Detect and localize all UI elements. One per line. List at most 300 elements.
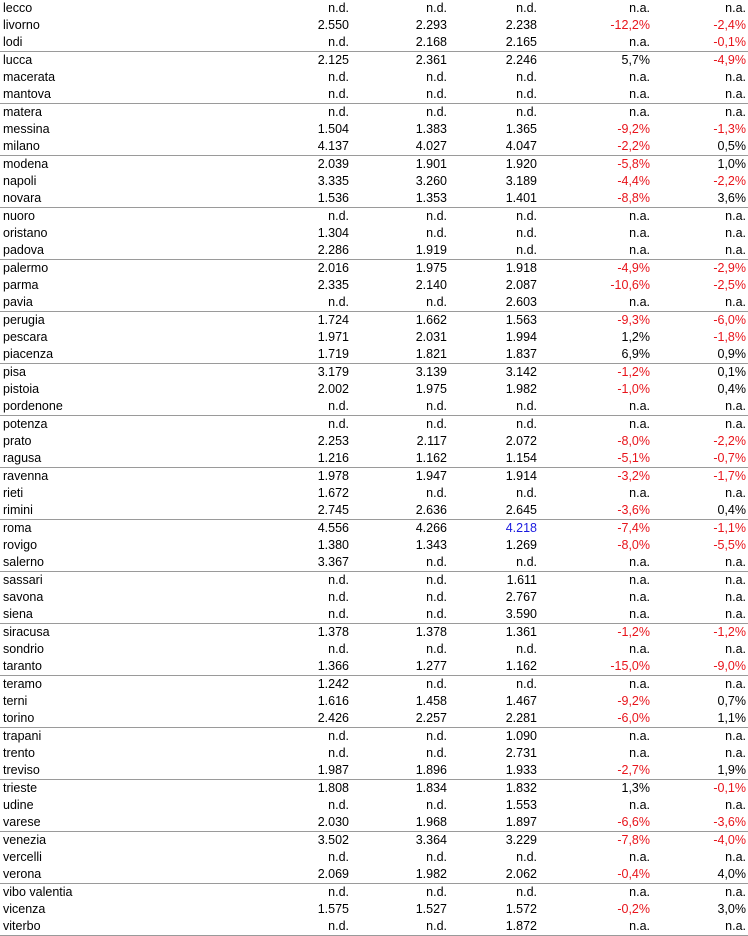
value-cell: n.d. <box>426 729 447 743</box>
value-cell: 2.731 <box>505 746 537 760</box>
city-name-cell: pordenone <box>0 398 256 416</box>
city-name-cell: oristano <box>3 226 48 240</box>
value-cell: n.d. <box>328 417 349 431</box>
value-cell: 1.380 <box>317 538 349 552</box>
value-cell: -2,9% <box>713 261 746 275</box>
value-cell: -6,0% <box>713 313 746 327</box>
value-cell: 0,5% <box>652 138 748 156</box>
value-cell: -8,8% <box>539 190 652 208</box>
value-cell: n.a. <box>539 398 652 416</box>
value-cell: n.d. <box>256 918 351 936</box>
value-cell: 3.189 <box>505 174 537 188</box>
value-cell: 1.611 <box>506 573 537 587</box>
city-name-cell: napoli <box>3 174 37 188</box>
value-cell: 1.467 <box>505 694 537 708</box>
value-cell: 1.897 <box>449 814 539 832</box>
city-name-cell: roma <box>3 521 32 535</box>
city-name-cell: rovigo <box>3 538 38 552</box>
value-cell: -6,6% <box>539 814 652 832</box>
value-cell: 2.257 <box>351 710 449 728</box>
value-cell: n.d. <box>328 798 349 812</box>
value-cell: 1.401 <box>449 190 539 208</box>
value-cell: 1.366 <box>256 658 351 676</box>
city-name-cell: siracusa <box>3 625 50 639</box>
value-cell: n.a. <box>629 105 650 119</box>
value-cell: n.a. <box>629 590 650 604</box>
value-cell: n.a. <box>652 554 748 572</box>
value-cell: n.d. <box>426 486 447 500</box>
value-cell: -1,8% <box>713 330 746 344</box>
value-cell: 1.982 <box>505 382 537 396</box>
city-name-cell: rieti <box>3 486 24 500</box>
value-cell: -2,2% <box>539 138 652 156</box>
value-cell: n.d. <box>328 850 349 864</box>
value-cell: n.d. <box>328 729 349 743</box>
value-cell: 1.662 <box>415 313 447 327</box>
value-cell: -1,2% <box>617 365 650 379</box>
value-cell: n.d. <box>256 398 351 416</box>
value-cell: n.d. <box>351 398 449 416</box>
value-cell: -0,2% <box>617 902 650 916</box>
value-cell: 2.745 <box>256 502 351 520</box>
value-cell: -2,2% <box>713 434 746 448</box>
value-cell: 1.162 <box>449 658 539 676</box>
city-name-cell: lodi <box>0 34 256 52</box>
table-row <box>0 138 748 156</box>
value-cell: n.a. <box>725 746 746 760</box>
table-row <box>0 641 748 658</box>
value-cell: 2.246 <box>505 53 537 67</box>
city-name-cell: salerno <box>0 554 256 572</box>
value-cell: 3.367 <box>256 554 351 572</box>
table-row <box>0 866 748 884</box>
table-row <box>0 502 748 520</box>
value-cell: n.d. <box>516 226 537 240</box>
value-cell: -4,0% <box>713 833 746 847</box>
table-row <box>0 433 748 450</box>
value-cell: n.d. <box>328 209 349 223</box>
table-row <box>0 312 748 330</box>
table-row <box>0 606 748 624</box>
value-cell: -10,6% <box>610 278 650 292</box>
table-row <box>0 676 748 694</box>
value-cell: 0,7% <box>717 694 746 708</box>
value-cell: n.a. <box>629 850 650 864</box>
value-cell: 0,4% <box>652 502 748 520</box>
value-cell: -2,2% <box>713 174 746 188</box>
value-cell: 3.590 <box>449 606 539 624</box>
value-cell: 1.378 <box>317 625 349 639</box>
value-cell: -1,1% <box>713 521 746 535</box>
city-name-cell: varese <box>0 814 256 832</box>
value-cell: 1.269 <box>505 538 537 552</box>
city-name-cell: teramo <box>3 677 42 691</box>
value-cell: 0,4% <box>717 382 746 396</box>
table-row <box>0 69 748 86</box>
value-cell: 3.142 <box>505 365 537 379</box>
table-row <box>0 745 748 762</box>
table-row <box>0 918 748 936</box>
value-cell: 2.281 <box>449 710 539 728</box>
table-row <box>0 104 748 122</box>
value-cell: 1.872 <box>449 918 539 936</box>
value-cell: 0,9% <box>652 346 748 364</box>
value-cell: 1.572 <box>505 902 537 916</box>
value-cell: n.a. <box>629 798 650 812</box>
city-name-cell: parma <box>3 278 39 292</box>
value-cell: -7,8% <box>617 833 650 847</box>
value-cell: n.a. <box>725 885 746 899</box>
value-cell: n.a. <box>629 486 650 500</box>
value-cell: n.a. <box>629 417 650 431</box>
value-cell: 0,1% <box>717 365 746 379</box>
value-cell: -1,2% <box>713 625 746 639</box>
value-cell: -9,2% <box>617 122 650 136</box>
value-cell: 1.353 <box>351 190 449 208</box>
city-name-cell: padova <box>0 242 256 260</box>
value-cell: n.d. <box>426 573 447 587</box>
value-cell: 1.919 <box>351 242 449 260</box>
value-cell: 2.426 <box>256 710 351 728</box>
value-cell: 2.062 <box>449 866 539 884</box>
value-cell: 1.361 <box>505 625 537 639</box>
value-cell: n.a. <box>629 1 650 15</box>
city-name-cell: lecco <box>3 1 33 15</box>
value-cell: n.d. <box>256 294 351 312</box>
table-row <box>0 814 748 832</box>
value-cell: n.d. <box>426 105 447 119</box>
value-cell: n.a. <box>629 677 650 691</box>
city-name-cell: messina <box>3 122 50 136</box>
value-cell: n.a. <box>652 398 748 416</box>
value-cell: 1,9% <box>652 762 748 780</box>
value-cell: n.d. <box>516 1 537 15</box>
value-cell: -3,6% <box>539 502 652 520</box>
value-cell: n.d. <box>256 606 351 624</box>
value-cell: n.d. <box>256 34 351 52</box>
value-cell: n.d. <box>426 885 447 899</box>
value-cell: n.a. <box>725 1 746 15</box>
value-cell: 1.162 <box>351 450 449 468</box>
table-row <box>0 381 748 398</box>
value-cell: n.a. <box>629 885 650 899</box>
value-cell: n.d. <box>328 105 349 119</box>
value-cell: -9,3% <box>617 313 650 327</box>
value-cell: n.a. <box>539 918 652 936</box>
value-cell: n.d. <box>426 590 447 604</box>
value-cell: n.a. <box>539 86 652 104</box>
value-cell: n.a. <box>725 486 746 500</box>
value-cell: 2.238 <box>505 18 537 32</box>
value-cell: n.a. <box>725 209 746 223</box>
table-row <box>0 329 748 346</box>
value-cell: n.a. <box>629 209 650 223</box>
value-cell: 2.636 <box>351 502 449 520</box>
table-row <box>0 225 748 242</box>
city-name-cell: pistoia <box>3 382 40 396</box>
table-row <box>0 121 748 138</box>
city-name-cell: livorno <box>3 18 40 32</box>
value-cell: n.d. <box>328 590 349 604</box>
value-cell: 1.536 <box>256 190 351 208</box>
value-cell: 4.047 <box>449 138 539 156</box>
value-cell: n.d. <box>516 642 537 656</box>
value-cell: n.d. <box>426 746 447 760</box>
table-row <box>0 693 748 710</box>
value-cell: 2.069 <box>256 866 351 884</box>
table-row <box>0 849 748 866</box>
value-cell: 1.553 <box>505 798 537 812</box>
value-cell: 4,0% <box>652 866 748 884</box>
table-row <box>0 728 748 746</box>
table-row <box>0 0 748 17</box>
value-cell: n.a. <box>629 746 650 760</box>
city-name-cell: potenza <box>3 417 48 431</box>
city-name-cell: viterbo <box>0 918 256 936</box>
value-cell: 1.154 <box>449 450 539 468</box>
table-row <box>0 277 748 294</box>
city-name-cell: trapani <box>3 729 42 743</box>
value-cell: n.a. <box>629 226 650 240</box>
value-cell: -3,6% <box>652 814 748 832</box>
table-row <box>0 34 748 52</box>
table-row <box>0 190 748 208</box>
value-cell: 1.504 <box>317 122 349 136</box>
table-row <box>0 537 748 554</box>
value-cell: -12,2% <box>610 18 650 32</box>
city-name-cell: torino <box>0 710 256 728</box>
city-name-cell: macerata <box>3 70 56 84</box>
value-cell: n.d. <box>426 70 447 84</box>
value-cell: -8,0% <box>617 538 650 552</box>
value-cell: n.a. <box>539 554 652 572</box>
value-cell: 2.016 <box>317 261 349 275</box>
value-cell: n.a. <box>725 729 746 743</box>
value-cell: 2.031 <box>415 330 447 344</box>
table-row <box>0 554 748 572</box>
value-cell: 1.277 <box>351 658 449 676</box>
value-cell: 3.364 <box>415 833 447 847</box>
value-cell: 1.343 <box>415 538 447 552</box>
table-row <box>0 86 748 104</box>
value-cell: n.d. <box>449 86 539 104</box>
value-cell: -1,0% <box>617 382 650 396</box>
value-cell: n.a. <box>725 798 746 812</box>
city-name-cell: prato <box>3 434 32 448</box>
value-cell: n.a. <box>629 642 650 656</box>
value-cell: -4,9% <box>617 261 650 275</box>
value-cell: n.a. <box>725 642 746 656</box>
value-cell: 1.918 <box>505 261 537 275</box>
value-cell: -1,3% <box>713 122 746 136</box>
value-cell: 2.030 <box>256 814 351 832</box>
value-cell: 3.229 <box>505 833 537 847</box>
value-cell: n.d. <box>426 1 447 15</box>
table-row <box>0 173 748 190</box>
value-cell: 3.179 <box>317 365 349 379</box>
value-cell: 1.216 <box>256 450 351 468</box>
value-cell: 1.563 <box>505 313 537 327</box>
value-cell: 1.978 <box>317 469 349 483</box>
table-row <box>0 346 748 364</box>
table-row <box>0 398 748 416</box>
table-row <box>0 52 748 70</box>
value-cell: 1.719 <box>256 346 351 364</box>
value-cell: n.d. <box>351 606 449 624</box>
table-row <box>0 520 748 538</box>
value-cell: n.d. <box>449 242 539 260</box>
table-row <box>0 364 748 382</box>
value-cell: n.a. <box>539 294 652 312</box>
table-row <box>0 468 748 486</box>
value-cell: 3,6% <box>652 190 748 208</box>
value-cell: n.a. <box>725 70 746 84</box>
value-cell: n.d. <box>256 86 351 104</box>
value-cell: 1,2% <box>621 330 650 344</box>
city-name-cell: ragusa <box>0 450 256 468</box>
table-row <box>0 832 748 850</box>
value-cell: -0,1% <box>713 781 746 795</box>
value-cell: 4.218 <box>505 521 537 535</box>
value-cell: n.a. <box>725 573 746 587</box>
value-cell: n.d. <box>426 798 447 812</box>
table-row <box>0 780 748 798</box>
value-cell: 1.242 <box>317 677 349 691</box>
value-cell: n.d. <box>351 86 449 104</box>
city-name-cell: verona <box>0 866 256 884</box>
value-cell: 1.975 <box>415 382 447 396</box>
value-cell: -2,5% <box>713 278 746 292</box>
city-name-cell: trento <box>3 746 35 760</box>
city-name-cell: terni <box>3 694 28 708</box>
value-cell: n.a. <box>725 226 746 240</box>
value-cell: 3,0% <box>717 902 746 916</box>
value-cell: n.d. <box>426 677 447 691</box>
value-cell: n.a. <box>539 34 652 52</box>
value-cell: n.a. <box>629 573 650 587</box>
city-name-cell: lucca <box>3 53 33 67</box>
city-name-cell: vercelli <box>3 850 42 864</box>
value-cell: 1,3% <box>621 781 650 795</box>
value-cell: 1.527 <box>415 902 447 916</box>
value-cell: -4,9% <box>713 53 746 67</box>
value-cell: n.d. <box>516 209 537 223</box>
value-cell: -1,7% <box>713 469 746 483</box>
city-name-cell: milano <box>0 138 256 156</box>
value-cell: 1.975 <box>415 261 447 275</box>
value-cell: -6,0% <box>539 710 652 728</box>
value-cell: n.d. <box>328 70 349 84</box>
city-name-cell: vicenza <box>3 902 46 916</box>
value-cell: 2.253 <box>317 434 349 448</box>
value-cell: 2.361 <box>415 53 447 67</box>
value-cell: n.d. <box>426 642 447 656</box>
value-cell: 2.087 <box>505 278 537 292</box>
value-cell: 1.896 <box>351 762 449 780</box>
value-cell: 1.901 <box>415 157 447 171</box>
value-cell: 2.550 <box>317 18 349 32</box>
value-cell: 1.724 <box>317 313 349 327</box>
city-name-cell: vibo valentia <box>3 885 73 899</box>
value-cell: 1.821 <box>351 346 449 364</box>
value-cell: -5,8% <box>617 157 650 171</box>
value-cell: 1.090 <box>505 729 537 743</box>
value-cell: n.d. <box>426 417 447 431</box>
city-name-cell: novara <box>0 190 256 208</box>
value-cell: 2.293 <box>415 18 447 32</box>
value-cell: 1.968 <box>351 814 449 832</box>
value-cell: 1.365 <box>505 122 537 136</box>
city-name-cell: sondrio <box>3 642 44 656</box>
value-cell: -2,4% <box>713 18 746 32</box>
value-cell: n.a. <box>652 606 748 624</box>
city-name-cell: udine <box>3 798 34 812</box>
table-row <box>0 485 748 502</box>
value-cell: 1.914 <box>505 469 537 483</box>
city-name-cell: venezia <box>3 833 47 847</box>
value-cell: n.d. <box>328 746 349 760</box>
value-cell: n.a. <box>629 729 650 743</box>
value-cell: 1.575 <box>317 902 349 916</box>
table-row <box>0 589 748 606</box>
value-cell: 1.987 <box>256 762 351 780</box>
table-row <box>0 208 748 226</box>
table-row <box>0 242 748 260</box>
value-cell: 2.002 <box>317 382 349 396</box>
value-cell: -0,4% <box>539 866 652 884</box>
value-cell: 3.139 <box>415 365 447 379</box>
value-cell: 2.039 <box>317 157 349 171</box>
value-cell: -2,7% <box>539 762 652 780</box>
table-row <box>0 294 748 312</box>
value-cell: 3.260 <box>415 174 447 188</box>
value-cell: 1.982 <box>351 866 449 884</box>
value-cell: 2.125 <box>317 53 349 67</box>
city-name-cell: sassari <box>3 573 43 587</box>
value-cell: n.d. <box>426 209 447 223</box>
value-cell: -1,2% <box>617 625 650 639</box>
value-cell: -4,4% <box>617 174 650 188</box>
city-name-cell: piacenza <box>0 346 256 364</box>
value-cell: 6,9% <box>539 346 652 364</box>
value-cell: n.a. <box>725 850 746 864</box>
value-cell: 5,7% <box>621 53 650 67</box>
value-cell: n.d. <box>516 850 537 864</box>
table-row <box>0 658 748 676</box>
value-cell: -8,0% <box>617 434 650 448</box>
value-cell: n.d. <box>516 486 537 500</box>
value-cell: 3.502 <box>317 833 349 847</box>
value-cell: -5,5% <box>713 538 746 552</box>
value-cell: 1.458 <box>415 694 447 708</box>
value-cell: 1.834 <box>415 781 447 795</box>
value-cell: n.d. <box>328 1 349 15</box>
value-cell: n.d. <box>516 677 537 691</box>
value-cell: 1.616 <box>317 694 349 708</box>
value-cell: -3,2% <box>617 469 650 483</box>
value-cell: n.a. <box>725 105 746 119</box>
city-name-cell: savona <box>3 590 44 604</box>
value-cell: n.d. <box>328 885 349 899</box>
value-cell: -9,2% <box>617 694 650 708</box>
value-cell: 1.920 <box>505 157 537 171</box>
value-cell: 1,0% <box>717 157 746 171</box>
value-cell: n.d. <box>516 105 537 119</box>
value-cell: 1.808 <box>317 781 349 795</box>
value-cell: n.d. <box>516 70 537 84</box>
table-row <box>0 572 748 590</box>
value-cell: 2.645 <box>449 502 539 520</box>
